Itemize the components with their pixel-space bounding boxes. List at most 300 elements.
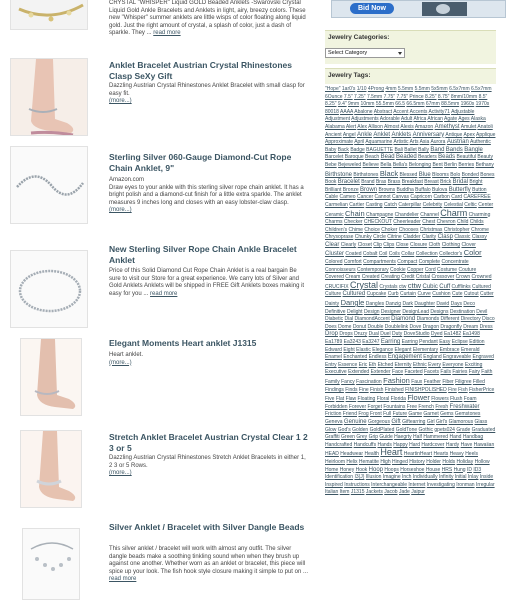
tag-link[interactable]: Hawaiian xyxy=(473,441,495,448)
tag-link[interactable]: Cushion xyxy=(432,291,451,298)
tag-link[interactable]: Hoop xyxy=(368,466,383,473)
tag-link[interactable]: Coil xyxy=(378,251,388,258)
tag-link[interactable]: Asia xyxy=(419,139,430,146)
tag-link[interactable]: Identification xyxy=(325,474,354,481)
tag-link[interactable]: Flat xyxy=(335,396,345,403)
tag-link[interactable]: Five xyxy=(325,396,335,403)
tag-link[interactable]: Fiber xyxy=(442,378,454,385)
tag-link[interactable]: ID xyxy=(466,466,472,473)
tag-link[interactable]: Anklet xyxy=(373,131,391,138)
tag-link[interactable]: Designs xyxy=(430,308,449,315)
tag-link[interactable]: 6.5x7mm xyxy=(449,86,470,92)
tag-link[interactable]: Drop xyxy=(325,331,339,338)
tag-link[interactable]: Fairy xyxy=(468,369,480,376)
tag-link[interactable]: Bally xyxy=(418,146,429,153)
tag-link[interactable]: Chevron xyxy=(436,219,456,226)
tag-link[interactable]: Breast xyxy=(424,179,439,186)
tag-link[interactable]: Dragonfly xyxy=(440,323,462,330)
tag-link[interactable]: Ancient xyxy=(325,131,342,138)
tag-link[interactable]: ctw xyxy=(398,283,407,290)
tag-link[interactable]: Collection xyxy=(415,251,438,258)
tag-link[interactable]: Bali xyxy=(394,146,403,153)
tag-link[interactable]: Glow xyxy=(325,426,337,433)
tag-link[interactable]: Alexis xyxy=(400,123,414,130)
tag-link[interactable]: Curtain xyxy=(399,291,417,298)
tag-link[interactable]: Agate xyxy=(444,116,458,123)
product-thumbnail[interactable] xyxy=(20,430,82,508)
tag-link[interactable]: 8.25" xyxy=(425,93,437,100)
tag-link[interactable]: 9.4" xyxy=(337,101,347,108)
tag-link[interactable]: Eth xyxy=(368,361,377,368)
tag-link[interactable]: Activity71 xyxy=(428,108,450,115)
tag-link[interactable]: Drops xyxy=(339,331,353,338)
tag-link[interactable]: Bracelet xyxy=(337,179,360,186)
tag-link[interactable]: 55.5mm xyxy=(375,101,394,108)
tag-link[interactable]: Golden xyxy=(352,426,369,433)
tag-link[interactable]: Ironman xyxy=(456,481,475,488)
tag-link[interactable]: Inspired xyxy=(325,481,343,488)
tag-link[interactable]: Christmas xyxy=(419,226,443,233)
tag-link[interactable]: 1960s xyxy=(460,101,475,108)
tag-link[interactable]: Designer xyxy=(380,308,401,315)
tag-link[interactable]: Honey xyxy=(339,466,355,473)
tag-link[interactable]: Concentrate xyxy=(441,259,469,266)
tag-link[interactable]: Front xyxy=(370,411,382,418)
tag-link[interactable]: Inlay xyxy=(467,474,479,481)
tag-link[interactable]: Diamond xyxy=(391,316,416,323)
tag-link[interactable]: 8.75" xyxy=(437,93,450,100)
tag-link[interactable]: Credit xyxy=(401,274,415,281)
tag-link[interactable]: Bulova xyxy=(432,186,448,193)
tag-link[interactable]: Edition xyxy=(469,339,485,345)
tag-link[interactable]: Full xyxy=(383,411,392,418)
tag-link[interactable]: Beach xyxy=(365,154,380,161)
tag-link[interactable]: Cheerleader xyxy=(393,219,421,226)
tag-link[interactable]: Chrome xyxy=(471,226,489,233)
tag-link[interactable]: Badge xyxy=(350,146,365,153)
tag-link[interactable]: Berlin xyxy=(444,161,457,168)
tag-link[interactable]: 7.75" xyxy=(396,93,409,100)
tag-link[interactable]: Flowers xyxy=(431,396,449,403)
tag-link[interactable]: Design xyxy=(363,308,380,315)
tag-link[interactable]: Austrian xyxy=(446,139,469,146)
tag-link[interactable]: Bands xyxy=(445,146,463,153)
tag-link[interactable]: Bras xyxy=(375,179,387,186)
tag-link[interactable]: Caterpillar xyxy=(398,201,422,208)
tag-link[interactable]: Celebrity xyxy=(422,201,443,208)
tag-link[interactable]: Italian xyxy=(325,489,339,496)
tag-link[interactable]: Clips xyxy=(383,241,395,248)
tag-link[interactable]: Findings xyxy=(325,386,344,393)
tag-link[interactable]: Devil xyxy=(476,308,488,315)
tag-link[interactable]: Book xyxy=(325,179,337,186)
read-more-link[interactable]: (more...) xyxy=(109,98,132,105)
tag-link[interactable]: Forbidden xyxy=(325,403,348,410)
tag-link[interactable]: Instructions xyxy=(344,481,370,488)
tag-link[interactable]: Checker xyxy=(343,219,363,226)
tag-link[interactable]: Fresh xyxy=(435,403,449,410)
tag-link[interactable]: Chime xyxy=(348,226,363,233)
tag-link[interactable]: Culture xyxy=(325,291,342,298)
tag-link[interactable]: Investigating xyxy=(426,481,455,488)
tag-link[interactable]: Graduated xyxy=(471,426,496,433)
tag-link[interactable]: Clarity xyxy=(422,234,437,241)
tag-link[interactable]: Geneva xyxy=(325,418,343,425)
tag-link[interactable]: Filled xyxy=(472,378,485,385)
tag-link[interactable]: Anklets xyxy=(391,131,412,138)
tag-link[interactable]: Chunky xyxy=(354,234,372,241)
tag-link[interactable]: Double xyxy=(367,323,384,330)
tag-link[interactable]: Bronze xyxy=(342,186,359,193)
post-title[interactable]: Elegant Moments Heart anklet J1315 xyxy=(109,338,257,348)
tag-link[interactable]: Beaders xyxy=(418,154,437,161)
tag-link[interactable]: Chest xyxy=(422,219,436,226)
tag-link[interactable]: Cable xyxy=(325,194,339,201)
tag-link[interactable]: Irregular xyxy=(475,481,495,488)
tag-link[interactable]: Connoisseurs xyxy=(325,266,356,273)
tag-link[interactable]: Adjustable xyxy=(451,108,475,115)
tag-link[interactable]: Dangle xyxy=(340,298,365,308)
tag-link[interactable]: DesignLead xyxy=(402,308,429,315)
tag-link[interactable]: Prince xyxy=(409,93,424,100)
tag-link[interactable]: Destination xyxy=(449,308,475,315)
tag-link[interactable]: Believe xyxy=(362,161,379,168)
tag-link[interactable]: Created xyxy=(361,274,380,281)
tag-link[interactable]: Bangle xyxy=(464,146,483,153)
tag-link[interactable]: Individually xyxy=(412,474,438,481)
tag-link[interactable]: David xyxy=(436,301,450,308)
tag-link[interactable]: Gift xyxy=(391,418,401,425)
tag-link[interactable]: Champagne xyxy=(366,211,394,218)
tag-link[interactable]: Charm xyxy=(440,207,468,218)
tag-link[interactable]: Fairies xyxy=(452,369,468,376)
tag-link[interactable]: Ceramic xyxy=(325,211,344,218)
tag-link[interactable]: Have xyxy=(460,441,473,448)
tag-link[interactable]: Flower xyxy=(407,393,430,403)
tag-link[interactable]: Health xyxy=(364,451,379,458)
tag-link[interactable]: Compartments xyxy=(363,259,396,266)
tag-link[interactable]: Chooses xyxy=(398,226,419,233)
tag-link[interactable]: Costume xyxy=(437,266,458,273)
tag-link[interactable]: Chandelier xyxy=(394,211,419,218)
tag-link[interactable]: Hardy xyxy=(445,441,460,448)
tag-link[interactable]: Curve xyxy=(417,291,431,298)
tag-link[interactable]: April xyxy=(354,139,365,146)
tag-link[interactable]: Coils xyxy=(388,251,400,258)
tag-link[interactable]: Clear xyxy=(325,241,340,248)
read-more-link[interactable]: (more...) xyxy=(109,470,132,477)
tag-link[interactable]: Butterfly xyxy=(448,186,471,193)
tag-link[interactable]: Internet xyxy=(408,481,426,488)
tag-link[interactable]: Donut xyxy=(352,323,367,330)
tag-link[interactable]: God's xyxy=(337,426,351,433)
tag-link[interactable]: Cancer xyxy=(356,194,374,201)
tag-link[interactable]: Hammered xyxy=(423,434,449,441)
ad-banner[interactable] xyxy=(331,0,506,18)
tag-link[interactable]: 8mm/10mm xyxy=(450,93,478,100)
tag-link[interactable]: 7.75" xyxy=(383,93,396,100)
tag-link[interactable]: Buffalo xyxy=(415,186,431,193)
tag-link[interactable]: Dangles xyxy=(365,301,385,308)
tag-link[interactable]: Cutter xyxy=(480,291,494,298)
tag-link[interactable]: Chain xyxy=(345,208,365,218)
product-thumbnail[interactable] xyxy=(10,250,88,328)
tag-link[interactable]: Artistic xyxy=(393,139,409,146)
tag-link[interactable]: Ea3247 xyxy=(362,339,380,345)
tag-link[interactable]: AAAA xyxy=(340,108,354,115)
tag-link[interactable]: Gems xyxy=(440,411,454,418)
tag-link[interactable]: Card xyxy=(451,194,463,201)
post-title[interactable]: Sterling Silver 060-Gauge Diamond-Cut Rope Chain Anklet, 9" xyxy=(109,152,292,173)
tag-link[interactable]: Dainty xyxy=(325,301,340,308)
tag-link[interactable]: Jackets xyxy=(365,489,383,496)
tag-link[interactable]: Applique xyxy=(476,131,496,138)
tag-link[interactable]: Cultured xyxy=(342,291,366,298)
tag-link[interactable]: Dove xyxy=(409,323,422,330)
tag-link[interactable]: Bebe xyxy=(325,161,337,168)
tag-link[interactable]: Catch xyxy=(383,201,397,208)
tag-link[interactable]: Family xyxy=(325,378,340,385)
tag-link[interactable]: Finds xyxy=(345,386,358,393)
tag-link[interactable]: Crown xyxy=(455,274,471,281)
tag-link[interactable]: Horseshoe xyxy=(400,466,425,473)
tag-link[interactable]: Hung xyxy=(453,466,466,473)
tag-link[interactable]: Endless xyxy=(368,354,387,361)
tag-link[interactable]: Abalone xyxy=(354,108,373,115)
tag-link[interactable]: Glamorous xyxy=(448,418,474,425)
tag-link[interactable]: HeartinHeart xyxy=(403,451,433,458)
tag-link[interactable]: Grade xyxy=(456,426,471,433)
tag-link[interactable]: Executive xyxy=(325,369,347,376)
tag-link[interactable]: Covered xyxy=(325,274,344,281)
tag-link[interactable]: Allison xyxy=(368,123,383,130)
tag-link[interactable]: Girl xyxy=(426,418,435,425)
tag-link[interactable]: Disco xyxy=(482,316,495,323)
tag-link[interactable]: Dome xyxy=(338,323,352,330)
tag-link[interactable]: Casting xyxy=(365,201,383,208)
tag-link[interactable]: Enamel xyxy=(325,354,342,361)
tag-link[interactable]: Cubic xyxy=(422,283,438,290)
tag-link[interactable]: 9mm xyxy=(348,101,360,108)
tag-link[interactable]: Doublelink xyxy=(384,323,409,330)
tag-link[interactable]: Hollow xyxy=(474,458,490,465)
tag-link[interactable]: Deco xyxy=(463,301,476,308)
tag-link[interactable]: Accents xyxy=(409,108,428,115)
tag-link[interactable]: Diabetic xyxy=(325,316,344,323)
tag-link[interactable]: Back xyxy=(337,146,349,153)
tag-link[interactable]: Angel xyxy=(342,131,356,138)
tag-link[interactable]: Capricorn xyxy=(410,194,433,201)
tag-link[interactable]: Finish xyxy=(370,386,384,393)
tag-link[interactable]: Flaw xyxy=(345,396,357,403)
tag-link[interactable]: Black xyxy=(379,168,399,178)
tag-link[interactable]: Accent xyxy=(393,108,409,115)
tag-link[interactable]: Handbag xyxy=(462,434,484,441)
tag-link[interactable]: Arts xyxy=(409,139,419,146)
tag-link[interactable]: Edward xyxy=(325,346,342,353)
tag-link[interactable]: Bethany xyxy=(475,161,494,168)
tag-link[interactable]: Creating xyxy=(380,274,400,281)
tag-link[interactable]: Cartier xyxy=(349,201,365,208)
tag-link[interactable]: 80018 xyxy=(325,108,339,115)
tag-link[interactable]: Faith xyxy=(481,369,493,376)
tag-link[interactable]: Engagement xyxy=(387,354,422,361)
tag-link[interactable]: Almost xyxy=(383,123,400,130)
tag-link[interactable]: 8.25" xyxy=(325,101,337,108)
tag-link[interactable]: Dial xyxy=(344,316,354,323)
tag-link[interactable]: Does xyxy=(325,323,337,330)
tag-link[interactable]: Buddha xyxy=(396,186,414,193)
tag-link[interactable]: Celtic xyxy=(464,201,477,208)
tag-link[interactable]: Fire xyxy=(448,386,457,393)
tag-link[interactable]: Bridal xyxy=(452,179,468,186)
tag-link[interactable]: Florida xyxy=(390,396,406,403)
tag-link[interactable]: Hearts xyxy=(433,451,449,458)
tag-link[interactable]: Birthstones xyxy=(353,171,379,178)
tag-link[interactable]: Cream xyxy=(345,274,361,281)
tag-link[interactable]: Channel xyxy=(420,211,439,218)
tag-link[interactable]: Cameo xyxy=(339,194,356,201)
tag-link[interactable]: Fancy xyxy=(341,378,355,385)
read-more-link[interactable]: read more xyxy=(153,30,181,37)
tag-link[interactable]: Etched xyxy=(377,361,394,368)
tag-link[interactable]: Classic xyxy=(454,234,471,241)
tag-link[interactable]: Cord xyxy=(424,266,436,273)
read-more-link[interactable]: read more xyxy=(150,290,178,297)
tag-link[interactable]: Engraveable xyxy=(443,354,472,361)
tag-link[interactable]: Clover xyxy=(461,241,476,248)
tag-link[interactable]: cttw xyxy=(407,280,422,290)
tag-link[interactable]: Brown xyxy=(360,186,378,193)
tag-link[interactable]: Handcrafted xyxy=(325,441,353,448)
tag-link[interactable]: Collector's xyxy=(439,251,463,258)
tag-link[interactable]: Cluster xyxy=(325,251,345,258)
product-thumbnail[interactable] xyxy=(20,338,82,416)
tag-link[interactable]: Definitive xyxy=(325,308,346,315)
tag-link[interactable]: Cloth xyxy=(428,241,441,248)
tag-link[interactable]: Every xyxy=(428,361,441,368)
tag-link[interactable]: Illusion xyxy=(365,474,382,481)
tag-link[interactable]: Floating xyxy=(357,396,376,403)
tag-link[interactable]: Beauty xyxy=(477,154,493,161)
tag-link[interactable]: Engraved xyxy=(472,354,494,361)
tag-link[interactable]: Adjustments xyxy=(351,116,379,123)
tag-link[interactable]: Earring xyxy=(380,339,401,345)
tag-link[interactable]: Beaded xyxy=(396,154,417,161)
tag-link[interactable]: Clip xyxy=(373,241,382,248)
tag-link[interactable]: Danzig xyxy=(385,301,402,308)
tag-link[interactable]: 5.5mm xyxy=(414,86,430,92)
tag-link[interactable]: Hardcover xyxy=(421,441,445,448)
tag-link[interactable]: Child xyxy=(456,219,469,226)
tag-link[interactable]: Heart xyxy=(380,447,403,458)
tag-link[interactable]: Ea3243 xyxy=(343,339,361,345)
tag-link[interactable]: Christopher xyxy=(443,226,470,233)
tag-link[interactable]: Antique xyxy=(445,131,463,138)
tag-link[interactable]: Dyed xyxy=(430,331,443,338)
tag-link[interactable]: Floral xyxy=(376,396,390,403)
tag-link[interactable]: Eclipse xyxy=(451,339,468,345)
tag-link[interactable]: Bent xyxy=(432,161,443,168)
tag-link[interactable]: Inside xyxy=(479,474,494,481)
category-select[interactable]: Select Category xyxy=(325,48,405,58)
tag-link[interactable]: Africa xyxy=(413,116,427,123)
tag-link[interactable]: Brass xyxy=(387,179,401,186)
tag-link[interactable]: 8.5" xyxy=(478,93,488,100)
tag-link[interactable]: GoldPlated xyxy=(369,426,395,433)
tag-link[interactable]: Different xyxy=(440,316,460,323)
tag-link[interactable]: Clearly xyxy=(340,241,357,248)
tag-link[interactable]: Classy xyxy=(471,234,487,241)
tag-link[interactable]: Ballet xyxy=(404,146,417,153)
tag-link[interactable]: Blessed xyxy=(399,171,418,178)
tag-link[interactable]: Faceted xyxy=(404,369,423,376)
tag-link[interactable]: Filigree xyxy=(455,378,472,385)
tag-link[interactable]: Collar xyxy=(401,251,415,258)
tag-link[interactable]: Hook xyxy=(355,466,368,473)
tag-link[interactable]: 1/10 xyxy=(356,86,367,92)
tag-link[interactable]: Glass xyxy=(474,418,488,425)
tag-link[interactable]: Bella xyxy=(380,161,392,168)
tag-link[interactable]: Beautiful xyxy=(456,154,476,161)
tag-link[interactable]: Elementary xyxy=(412,346,439,353)
tag-link[interactable]: 7.5" xyxy=(343,93,353,100)
tag-link[interactable]: Friction xyxy=(325,411,342,418)
tag-link[interactable]: Amazon xyxy=(414,123,434,130)
tag-link[interactable]: CRUCIFIX xyxy=(325,283,349,290)
tag-link[interactable]: Birthstone xyxy=(325,171,353,178)
tag-link[interactable]: Girl's xyxy=(435,418,448,425)
tag-link[interactable]: Childs xyxy=(469,219,484,226)
tag-link[interactable]: Game xyxy=(408,411,423,418)
read-more-link[interactable]: (more...) xyxy=(109,359,132,366)
tag-link[interactable]: Carbon xyxy=(433,194,450,201)
tag-link[interactable]: Green xyxy=(341,434,355,441)
tag-link[interactable]: Guide xyxy=(379,434,393,441)
tag-link[interactable]: Embrace xyxy=(439,346,460,353)
tag-link[interactable]: Alex xyxy=(357,123,367,130)
tag-link[interactable]: "Hope" xyxy=(325,86,341,92)
tag-link[interactable]: Inch xyxy=(402,474,412,481)
tag-link[interactable]: Brick xyxy=(440,179,452,186)
tag-link[interactable]: Gorgeous xyxy=(367,418,390,425)
tag-link[interactable]: 10mm xyxy=(360,101,375,108)
tag-link[interactable]: Jaipur xyxy=(411,489,425,496)
tag-link[interactable]: Aurora xyxy=(430,139,446,146)
tag-link[interactable]: Cute xyxy=(451,291,463,298)
tag-link[interactable]: Frog xyxy=(358,411,369,418)
tag-link[interactable]: Heirloom xyxy=(325,458,346,465)
tag-link[interactable]: ID3 xyxy=(473,466,482,473)
tag-link[interactable]: Clothing xyxy=(441,241,461,248)
tag-link[interactable]: BAGUETTE xyxy=(366,146,394,153)
tag-link[interactable]: 66.5mm xyxy=(406,101,425,108)
tag-link[interactable]: Bones xyxy=(480,171,495,178)
tag-link[interactable]: Blooms xyxy=(432,171,449,178)
tag-link[interactable]: Heels xyxy=(465,451,478,458)
tag-link[interactable]: Fashion xyxy=(383,375,410,385)
tag-link[interactable]: Crystal xyxy=(350,279,379,290)
tag-link[interactable]: Beads xyxy=(438,154,456,161)
tag-link[interactable]: Blue xyxy=(418,171,431,178)
tag-link[interactable]: Eric xyxy=(358,361,368,368)
tag-link[interactable]: Bella's xyxy=(392,161,408,168)
tag-link[interactable]: Facets xyxy=(424,369,440,376)
tag-link[interactable]: Cookie xyxy=(390,266,406,273)
tag-link[interactable]: Enchanted xyxy=(343,354,368,361)
product-thumbnail[interactable] xyxy=(10,146,88,224)
tag-link[interactable]: 1970s xyxy=(475,101,490,108)
